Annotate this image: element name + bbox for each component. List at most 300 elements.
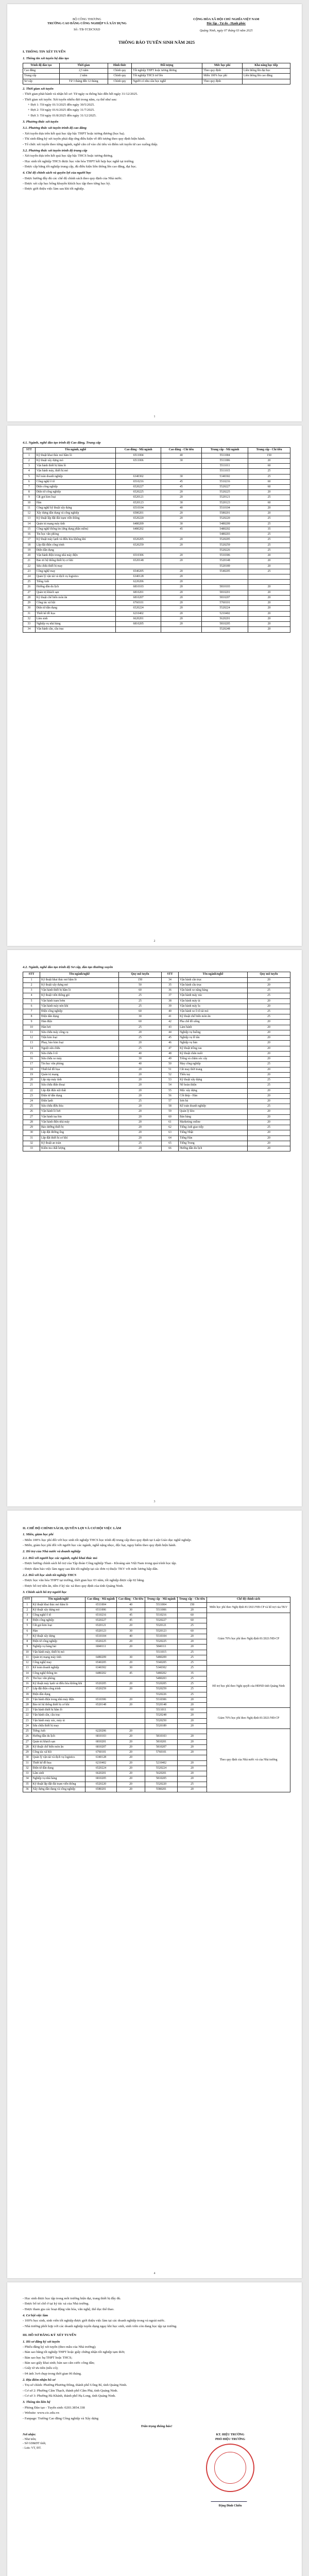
table-cell: Tiếng Anh: [35, 580, 116, 585]
table-row: [23, 464, 290, 469]
table-cell: Kỹ thuật chăn nuôi: [179, 1051, 248, 1056]
table-cell: Kỹ thuật an toàn: [40, 1141, 119, 1146]
national-motto: Độc lập - Tự do - Hạnh phúc: [207, 22, 246, 26]
table-cell: 20: [116, 1760, 145, 1766]
table-cell: 6520205: [116, 537, 161, 543]
table-cell: 25: [247, 988, 290, 993]
table-row: [23, 988, 290, 993]
table-cell: 6620201: [85, 1771, 117, 1776]
table-cell: Hàn hơi: [40, 1025, 119, 1030]
table-row: [23, 977, 290, 982]
table-cell: [85, 1650, 117, 1655]
table-cell: 20: [118, 1030, 161, 1035]
table-cell: Vận hành điện trong nhà máy điện: [35, 553, 116, 558]
table-cell: 20: [177, 1766, 207, 1771]
table-cell: 64: [161, 1136, 178, 1141]
table-cell: 26: [23, 1734, 32, 1739]
table-cell: 5511011: [145, 1708, 178, 1713]
table-cell: Sơ cấp: [23, 79, 60, 84]
table-cell: Điện tử dân dụng: [31, 1766, 85, 1771]
table-cell: Nề hoàn thiện: [179, 1083, 248, 1088]
table-cell: 36: [161, 988, 178, 993]
table-cell: 20: [116, 1787, 145, 1792]
table-cell: 10: [23, 500, 36, 505]
table-cell: Quản lý vận tải và dịch vụ logistics: [31, 1755, 85, 1760]
table-cell: Quản trị mạng máy tính: [31, 1655, 85, 1660]
recipients-label: Nơi nhận:: [23, 2433, 36, 2437]
table-row: [23, 993, 290, 998]
table-cell: 20: [248, 595, 290, 600]
table-cell: 60: [177, 1708, 207, 1713]
table-cell: 20: [247, 1093, 290, 1098]
table-cell: Sơn bả: [179, 1098, 248, 1104]
table-cell: 29: [23, 1750, 32, 1755]
table-cell: 25: [23, 1104, 40, 1109]
table-cell: 5520189: [145, 1723, 178, 1728]
table-cell: 7: [23, 1009, 40, 1014]
table-cell: 6340302: [116, 474, 161, 479]
table-row: [23, 1078, 290, 1083]
table-cell: 20: [161, 601, 201, 606]
table-cell: 17: [23, 537, 36, 543]
table-cell: 59: [161, 1109, 178, 1114]
table-cell: Lâm sinh: [31, 1771, 85, 1776]
table-cell: 6220206: [116, 580, 161, 585]
table-cell: Hàn: [31, 1629, 85, 1634]
signature-mark: [211, 2494, 249, 2502]
table-cell: 23: [23, 569, 36, 574]
paragraph: - Nhà trường phối hợp với các doanh nghiệp tuyển dụng ngay khi học sinh, sinh viên còn đang học tập tại trường.: [23, 2324, 177, 2328]
table-cell: 20: [161, 616, 201, 621]
table-row: [23, 580, 290, 585]
column-header: Chế độ chính sách: [207, 1597, 290, 1602]
table-cell: Vận hành cần trục: [179, 977, 248, 982]
table-cell: 46: [161, 1041, 178, 1046]
table-cell: 37: [161, 993, 178, 998]
column-header: Tên ngành, nghề: [35, 448, 116, 453]
table-cell: 53: [161, 1078, 178, 1083]
table-cell: 19: [23, 548, 36, 553]
column-header: Trung cấp - Chỉ tiêu: [177, 1597, 207, 1602]
table-cell: Cắt gọt kim loại: [35, 495, 116, 500]
table-row: [23, 1146, 290, 1151]
table-cell: Cắt gọt kim loại: [31, 1623, 85, 1629]
closing-line: Trân trọng thông báo!: [141, 2424, 173, 2428]
table-cell: 5810103: [145, 1734, 178, 1739]
table-cell: 20: [177, 1787, 207, 1792]
table-cell: 20: [248, 505, 290, 511]
table-cell: 6480202: [116, 527, 161, 532]
table-cell: Công nghệ may: [31, 1660, 85, 1666]
table-cell: Bảo dưỡng thiết bị: [40, 1125, 119, 1130]
table-cell: 24: [23, 1723, 32, 1728]
table-cell: 3: [23, 988, 40, 993]
subsection-heading: 1. Thông tin xét tuyển hệ đào tạo: [23, 56, 69, 60]
subsection-heading: 3. Thông tin liên hệ: [23, 2400, 50, 2404]
signature-block: [23, 2433, 290, 2509]
table-cell: Kỹ thuật lắp đặt đài trạm viễn thông: [31, 1782, 85, 1787]
table-row: [23, 532, 290, 537]
page-2: [7, 426, 302, 946]
table-cell: Phay, bào kim loại: [40, 1041, 119, 1046]
table-cell: [161, 548, 201, 553]
table-cell: 20: [116, 1744, 145, 1750]
table-cell: Vận hành máy xúc, máy ủi: [31, 1718, 85, 1723]
table-cell: 5760101: [202, 601, 248, 606]
table-cell: Kỹ thuật trồng rau: [179, 1046, 248, 1051]
table-body: [23, 977, 290, 1151]
table-cell: 24: [23, 574, 36, 579]
paragraph: - Miễn, giảm học phí đối với người học các ngành, nghề nặng nhọc, độc hại, nguy hiểm theo quy định hiện hành.: [23, 1544, 177, 1548]
table-cell: Trồng và chăm sóc cây: [179, 1057, 248, 1062]
table-cell: 34: [23, 627, 36, 632]
table-row: [23, 485, 290, 490]
table-cell: 25: [247, 1104, 290, 1109]
table-cell: 18: [23, 1692, 32, 1697]
table-row: [23, 1130, 290, 1136]
column-header: Trung cấp - Chỉ tiêu: [248, 448, 290, 453]
table-cell: 5480209: [202, 521, 248, 527]
table-cell: 20: [177, 1723, 207, 1728]
table-cell: [161, 469, 201, 474]
table-cell: Sửa chữa điện thoại: [40, 1083, 119, 1088]
table-cell: 13: [23, 1041, 40, 1046]
table-cell: 35: [23, 1782, 32, 1787]
table-caption: 3. Chính sách hỗ trợ người học: [23, 1590, 67, 1594]
table-cell: [116, 1650, 145, 1655]
table-cell: 40: [161, 453, 201, 458]
table-cell: 25: [177, 1676, 207, 1681]
table-cell: 25: [23, 580, 36, 585]
paragraph: - Được xét cấp học bổng khuyến khích học tập theo từng học kỳ.: [23, 182, 111, 186]
table-row: [23, 1098, 290, 1104]
page-number: 4: [153, 2272, 156, 2275]
table-cell: 60: [118, 988, 161, 993]
policy-cell: Giảm 70% học phí theo Nghị định 81/2021/NĐ-CP: [207, 1613, 290, 1666]
table-cell: 5520220: [145, 1782, 178, 1787]
column-header: Thời gian: [59, 63, 108, 68]
table-cell: 20: [161, 558, 201, 564]
table-cell: 44: [161, 1030, 178, 1035]
table-cell: [242, 79, 290, 84]
table-cell: Chính quy: [108, 74, 131, 79]
table-row: [23, 537, 290, 543]
table-cell: 20: [161, 511, 201, 516]
recipient-item: - Như trên;: [23, 2437, 37, 2441]
table-cell: 6210402: [116, 611, 161, 616]
table-cell: 8: [23, 490, 36, 495]
paragraph: - Được cấp bằng tốt nghiệp trung cấp, đủ điều kiện liên thông lên cao đẳng, đại học.: [23, 164, 137, 168]
table-cell: 6520121: [116, 495, 161, 500]
table-cell: 61: [161, 1120, 178, 1125]
table-cell: 25: [248, 521, 290, 527]
table-row: [23, 1125, 290, 1130]
table-cell: [161, 564, 201, 569]
table-cell: 20: [118, 1078, 161, 1083]
table-cell: 20: [177, 1750, 207, 1755]
table-row: [23, 453, 290, 458]
table-cell: 5: [23, 1623, 32, 1629]
table-cell: 25: [177, 1687, 207, 1692]
table-cell: Hàn điện: [40, 1020, 119, 1025]
table-cell: 5520220: [202, 516, 248, 521]
table-cell: Kỹ thuật xây dựng mỏ: [40, 982, 119, 988]
table-cell: 20: [161, 574, 201, 579]
paragraph: - 100% học sinh, sinh viên tốt nghiệp được giới thiệu việc làm tại các doanh nghiệp trong và ngoài nước.: [23, 2319, 165, 2323]
table-cell: 4: [23, 1618, 32, 1623]
table-cell: 5520227: [145, 1618, 178, 1623]
table-cell: 6210402: [85, 1760, 117, 1766]
table-cell: 25: [248, 516, 290, 521]
table-row: [23, 611, 290, 616]
table-cell: 20: [116, 1755, 145, 1760]
table-cell: Kế toán doanh nghiệp: [35, 474, 116, 479]
table-row: [23, 1602, 290, 1607]
table-cell: [116, 1676, 145, 1681]
paragraph: + Đợt 3: Từ ngày 01/8/2025 đến ngày 31/12/2025.: [28, 113, 97, 117]
subsection-heading: 4. Cơ hội việc làm: [23, 2314, 48, 2318]
table-cell: [248, 574, 290, 579]
table-cell: [116, 532, 161, 537]
paragraph: - Phòng Đào tạo - Tuyển sinh: 0203.3854.338: [23, 2405, 85, 2410]
table-cell: Lắp ráp máy tính: [40, 1078, 119, 1083]
table-cell: 31: [23, 1136, 40, 1141]
table-cell: 22: [23, 564, 36, 569]
subsection-heading: 2. Hỗ trợ của Nhà nước và doanh nghiệp: [23, 1550, 81, 1554]
table-cell: Sửa chữa điều hòa: [40, 1104, 119, 1109]
section-heading: III. HỒ SƠ ĐĂNG KÝ XÉT TUYỂN: [23, 2333, 76, 2337]
table-row: [23, 601, 290, 606]
table-cell: 20: [118, 1093, 161, 1098]
column-header: STT: [23, 448, 36, 453]
recipient-item: - Sở GD&ĐT tỉnh;: [23, 2442, 46, 2446]
table-cell: 28: [23, 595, 36, 600]
table-cell: 2 năm: [59, 74, 108, 79]
table-cell: 20: [248, 622, 290, 627]
table-cell: 20: [177, 1703, 207, 1708]
table-cell: 20: [116, 1687, 145, 1692]
policy-cell: Hỗ trợ học phí theo Nghị quyết của HĐND tỉnh Quảng Ninh: [207, 1666, 290, 1708]
paragraph: - Cơ sở 2: Phường Cẩm Thạch, thành phố Cẩm Phả, tỉnh Quảng Ninh.: [23, 2388, 118, 2393]
table-cell: Liên thông lên cao đẳng: [242, 74, 290, 79]
table-cell: 25: [247, 993, 290, 998]
column-header: Đối tượng: [132, 63, 202, 68]
table-cell: [85, 1676, 117, 1681]
table-cell: 20: [248, 611, 290, 616]
table-cell: 20: [247, 1067, 290, 1072]
table-cell: 31: [23, 611, 36, 616]
table-cell: Bảo trì hệ thống thiết bị cơ khí: [35, 558, 116, 564]
table-cell: 50: [118, 982, 161, 988]
table-row: [23, 1072, 290, 1077]
table-cell: 25: [177, 1682, 207, 1687]
table-cell: 6511006: [85, 1607, 117, 1613]
page-1: [7, 4, 302, 421]
table-cell: 5810201: [202, 590, 248, 595]
table-row: [23, 1088, 290, 1093]
table-cell: 32: [23, 1766, 32, 1771]
table-row: [23, 1708, 290, 1713]
table-cell: Lắp đặt điện công trình: [31, 1687, 85, 1692]
table-cell: Công nghệ ô tô: [35, 479, 116, 484]
table-cell: Cắt may thời trang: [179, 1067, 248, 1072]
table-cell: 30: [161, 458, 201, 463]
table-cell: 20: [177, 1776, 207, 1782]
table-cell: Hàn: [35, 500, 116, 505]
column-header: Trình độ đào tạo: [23, 63, 60, 68]
table-cell: Công tác xã hội: [35, 601, 116, 606]
table-cell: 6510104: [116, 505, 161, 511]
table-cell: 12: [23, 1660, 32, 1666]
table-cell: 60: [248, 485, 290, 490]
table-cell: 6340302: [85, 1666, 117, 1671]
table-cell: 6810207: [116, 595, 161, 600]
table-cell: 9: [23, 1645, 32, 1650]
table-cell: 45: [161, 527, 201, 532]
table-cell: 20: [177, 1639, 207, 1645]
table-cell: 5511011: [202, 464, 248, 469]
column-header: Tên ngành/nghề: [40, 972, 119, 977]
table-cell: Lâm sinh: [35, 616, 116, 621]
table-cell: 6340128: [85, 1755, 117, 1760]
table-row: [23, 1120, 290, 1125]
table-cell: 20: [118, 1083, 161, 1088]
table-cell: 6: [23, 1004, 40, 1009]
table-cell: 6480202: [85, 1671, 117, 1676]
table-cell: 11: [23, 1655, 32, 1660]
table-cell: 25: [177, 1650, 207, 1655]
paragraph: - Học sinh tốt nghiệp THCS được học văn hóa THPT kết hợp học nghề tại trường.: [23, 159, 134, 163]
table-cell: 5520224: [202, 606, 248, 611]
table-cell: 5520148: [202, 558, 248, 564]
table-cell: Điện công nghiệp: [35, 485, 116, 490]
table-cell: 20: [118, 1088, 161, 1093]
paragraph: - Thí sinh đăng ký xét tuyển phải đáp ứng điều kiện về đối tượng theo quy định hiện hành.: [23, 137, 146, 141]
table-cell: 23: [23, 1718, 32, 1723]
table-cell: [202, 574, 248, 579]
table-cell: 30: [23, 1755, 32, 1760]
table-cell: 5540205: [145, 1660, 178, 1666]
table-cell: 7: [23, 1634, 32, 1639]
subsection-heading: 1. Miễn, giảm học phí: [23, 1533, 54, 1537]
table-cell: Lắp đặt điện nội thất: [40, 1088, 119, 1093]
column-header: STT: [23, 1597, 32, 1602]
table-cell: 6520148: [85, 1703, 117, 1708]
table-cell: 6520123: [85, 1629, 117, 1634]
paragraph: - Được hỗ trợ tiền ăn, tiền ở ký túc xá theo quy định của tỉnh Quảng Ninh.: [23, 1584, 124, 1588]
table-cell: 20: [118, 1072, 161, 1077]
table-cell: Quản trị khách sạn: [31, 1739, 85, 1744]
table-cell: 5480203: [145, 1676, 178, 1681]
table-row: [23, 1062, 290, 1067]
table-cell: Tiện kim loại: [40, 1036, 119, 1041]
table-cell: 20: [118, 1067, 161, 1072]
table-cell: 20: [177, 1744, 207, 1750]
table-cell: 20: [118, 1120, 161, 1125]
signer-title: PHÓ HIỆU TRƯỞNG: [215, 2437, 245, 2441]
table-cell: 20: [247, 1088, 290, 1093]
table-cell: 5511004: [145, 1602, 178, 1607]
table-cell: 6510104: [85, 1634, 117, 1639]
table-cell: 13: [23, 516, 36, 521]
subsection-heading: 2.2. Đối với học sinh tốt nghiệp THCS: [23, 1573, 77, 1577]
table-cell: [116, 469, 161, 474]
table-row: [23, 469, 290, 474]
table-row: [23, 479, 290, 484]
table-cell: 15: [23, 1676, 32, 1681]
table-row: [23, 616, 290, 621]
table-cell: [177, 1755, 207, 1760]
table-cell: 18: [23, 543, 36, 548]
table-row: [23, 627, 290, 632]
table-cell: Quản trị mạng: [40, 1072, 119, 1077]
table-cell: 20: [116, 1703, 145, 1708]
paragraph: - Xét tuyển dựa trên kết quả học tập bậc THCS hoặc tương đương.: [23, 154, 113, 158]
table-row: [23, 79, 290, 84]
college-programs-table: [23, 447, 290, 632]
table-cell: Tiếng Anh: [31, 1729, 85, 1734]
official-stamp: [206, 2444, 254, 2492]
table-cell: 31: [23, 1760, 32, 1766]
table-cell: 48: [161, 1051, 178, 1056]
table-cell: [116, 548, 161, 553]
table-cell: 5620201: [202, 616, 248, 621]
table-cell: 19: [23, 1072, 40, 1077]
column-header: Cao đẳng - Mã ngành: [116, 448, 161, 453]
paragraph: - Được học văn hóa THPT tại trường, thời gian học 03 năm, tốt nghiệp được cấp 02 bằng.: [23, 1579, 145, 1583]
table-cell: 20: [161, 537, 201, 543]
table-cell: Thiết kế đồ họa: [31, 1760, 85, 1766]
table-row: [23, 574, 290, 579]
table-row: [23, 1051, 290, 1056]
table-cell: 20: [23, 553, 36, 558]
table-cell: Điện tử dân dụng: [40, 1093, 119, 1098]
table-row: [23, 1104, 290, 1109]
table-cell: 27: [23, 590, 36, 595]
table-cell: 60: [118, 1009, 161, 1014]
paragraph: - 04 ảnh 3x4 chụp trong thời gian 06 tháng.: [23, 2371, 82, 2376]
table-cell: 5520189: [202, 564, 248, 569]
table-cell: 14: [23, 521, 36, 527]
table-cell: 20: [247, 1109, 290, 1114]
table-cell: 29: [23, 601, 36, 606]
table-cell: Tốt nghiệp THPT hoặc tương đương: [132, 69, 202, 74]
table-cell: Sửa chữa xe máy: [40, 1057, 119, 1062]
table-cell: Lắp đặt đường ống: [40, 1130, 119, 1136]
table-cell: Chính quy: [108, 69, 131, 74]
table-cell: 6520220: [85, 1782, 117, 1787]
table-cell: Tiếng Anh giao tiếp: [179, 1125, 248, 1130]
table-cell: 6520224: [116, 606, 161, 611]
table-cell: Kỹ thuật máy lạnh và điều hòa không khí: [35, 537, 116, 543]
table-row: [23, 1136, 290, 1141]
column-header: Khả năng học tiếp: [242, 63, 290, 68]
table-cell: Công nghệ may: [35, 569, 116, 574]
subsection-heading: 1. Hồ sơ đăng ký xét tuyển: [23, 2340, 60, 2344]
table-cell: 20: [118, 1146, 161, 1151]
table-cell: May công nghiệp: [179, 1062, 248, 1067]
table-cell: 20: [116, 1623, 145, 1629]
table-cell: Vận hành cầu trục: [179, 982, 248, 988]
table-cell: Kỹ thuật xây dựng: [31, 1634, 85, 1639]
table-cell: Điện lạnh: [40, 1098, 119, 1104]
table-cell: 5580201: [145, 1787, 178, 1792]
table-cell: Công tác xã hội: [31, 1750, 85, 1755]
table-cell: 30: [118, 1014, 161, 1020]
table-cell: 6810205: [116, 622, 161, 627]
table-row: [23, 558, 290, 564]
table-cell: 26: [23, 1109, 40, 1114]
